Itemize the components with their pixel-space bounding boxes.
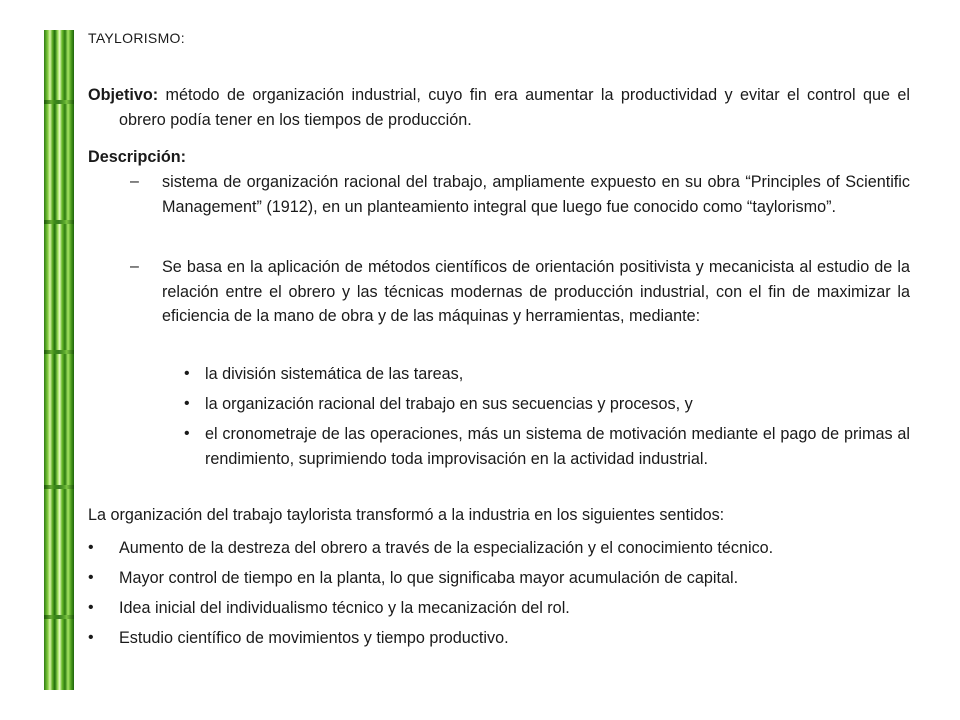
bamboo-node [44,220,74,224]
transformacion-intro: La organización del trabajo taylorista transformó a la industria en los siguientes sentidos: [88,506,725,524]
bullet-marker: • [184,395,190,412]
objetivo-label: Objetivo: [88,86,159,104]
bullet-marker: • [88,629,94,646]
bullet-marker: • [88,599,94,616]
sub-bullet-item: la organización racional del trabajo en sus secuencias y procesos, y [205,395,693,413]
slide-title: TAYLORISMO: [88,30,185,46]
descripcion-label: Descripción: [88,148,187,166]
sub-bullet-item: la división sistemática de las tareas, [205,365,464,383]
bullet-marker: • [184,425,190,442]
dash-item: Se basa en la aplicación de métodos científicos de orientación positivista y mecanicista al estudio de la relación entre el obrero y las técnicas modernas de producción industrial, con el fin de maximizar la eficiencia de la mano de obra y de las máquinas y herramientas, mediante: [162,258,910,325]
bullet-marker: • [88,569,94,586]
dash-marker: – [130,258,139,275]
transformacion-bullet: Mayor control de tiempo en la planta, lo que significaba mayor acumulación de capital. [119,569,739,587]
transformacion-bullet: Idea inicial del individualismo técnico y la mecanización del rol. [119,599,570,617]
dash-marker: – [130,173,139,190]
slide-content [88,0,910,720]
bullet-marker: • [184,365,190,382]
bamboo-decoration [44,30,74,690]
objetivo-paragraph [88,83,910,132]
transformacion-bullet: Aumento de la destreza del obrero a través de la especialización y el conocimiento técnico. [119,539,774,557]
bullet-marker: • [88,539,94,556]
transformacion-bullet: Estudio científico de movimientos y tiempo productivo. [119,629,509,647]
sub-bullet-item: el cronometraje de las operaciones, más un sistema de motivación mediante el pago de primas al rendimiento, suprimiendo toda improvisación en la actividad industrial. [205,425,910,468]
bamboo-node [44,350,74,354]
bamboo-node [44,615,74,619]
bamboo-node [44,485,74,489]
dash-item: sistema de organización racional del trabajo, ampliamente expuesto en su obra “Principles of Scientific Management” (1912), en un planteamiento integral que luego fue conocido como “taylorismo”. [162,173,910,216]
bamboo-node [44,100,74,104]
objetivo-text: método de organización industrial, cuyo fin era aumentar la productividad y evitar el control que el obrero podía tener en los tiempos de producción. [119,86,910,129]
